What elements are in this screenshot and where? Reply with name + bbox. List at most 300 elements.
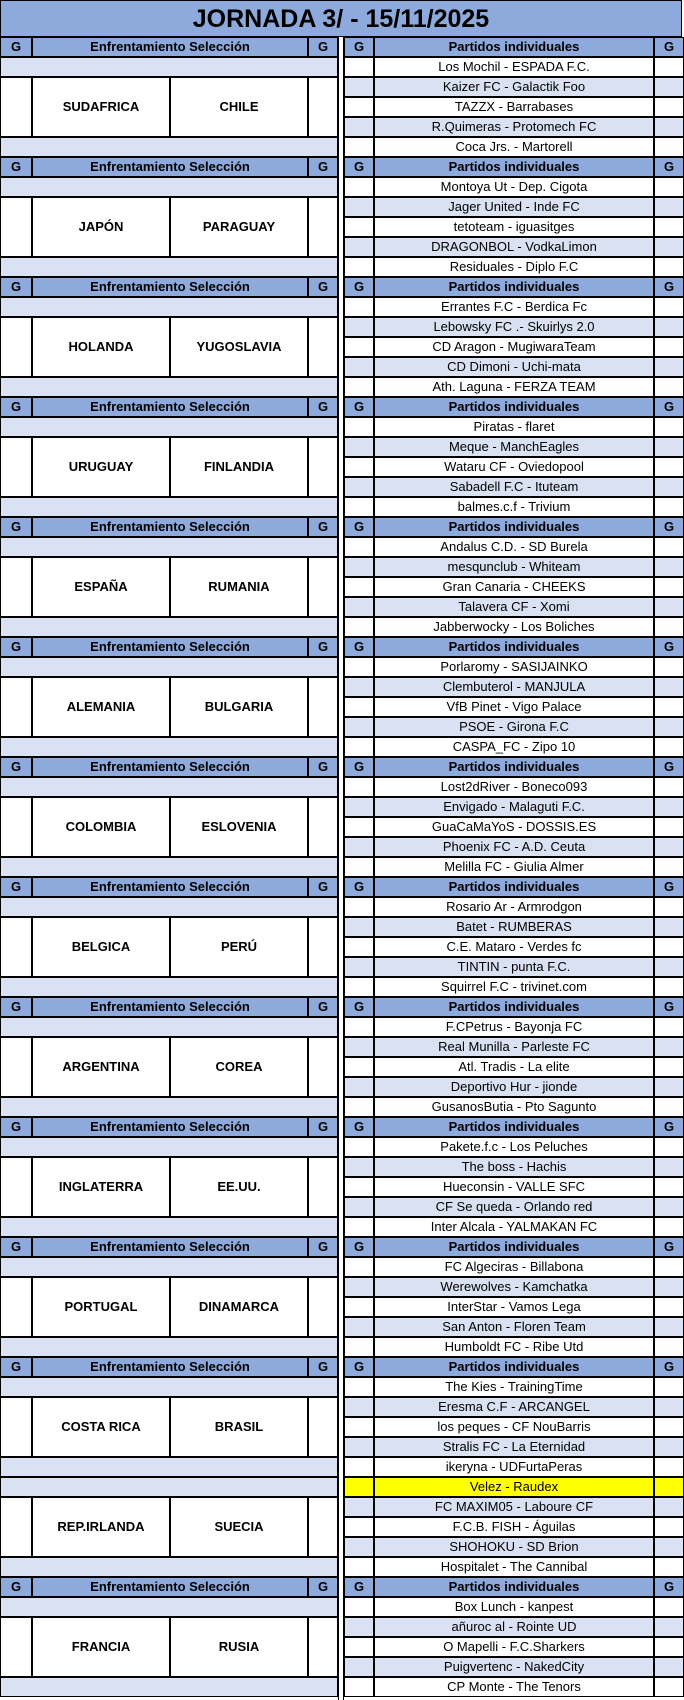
match-away-goals bbox=[654, 657, 684, 677]
away-goals-cell bbox=[308, 557, 338, 617]
match-away-goals bbox=[654, 1337, 684, 1357]
match-home-goals bbox=[344, 1497, 374, 1517]
match-row: Meque - ManchEagles bbox=[374, 437, 654, 457]
match-home-goals bbox=[344, 737, 374, 757]
match-away-goals bbox=[654, 377, 684, 397]
match-row: Talavera CF - Xomi bbox=[374, 597, 654, 617]
match-row: C.E. Mataro - Verdes fc bbox=[374, 937, 654, 957]
match-home-goals bbox=[344, 477, 374, 497]
goals-header: G bbox=[0, 1117, 32, 1137]
match-row: O Mapelli - F.C.Sharkers bbox=[374, 1637, 654, 1657]
goals-header: G bbox=[654, 1577, 684, 1597]
match-row: Velez - Raudex bbox=[374, 1477, 654, 1497]
match-home-goals bbox=[344, 1377, 374, 1397]
goals-header: G bbox=[308, 757, 338, 777]
away-team: BRASIL bbox=[170, 1397, 308, 1457]
match-home-goals bbox=[344, 457, 374, 477]
match-away-goals bbox=[654, 1177, 684, 1197]
match-away-goals bbox=[654, 1497, 684, 1517]
band-row bbox=[0, 1017, 338, 1037]
match-home-goals bbox=[344, 1557, 374, 1577]
band-row bbox=[0, 497, 338, 517]
individual-header: Partidos individuales bbox=[374, 517, 654, 537]
match-away-goals bbox=[654, 417, 684, 437]
band-row bbox=[0, 1337, 338, 1357]
home-goals-cell bbox=[0, 797, 32, 857]
match-home-goals bbox=[344, 1657, 374, 1677]
match-row: CD Aragon - MugiwaraTeam bbox=[374, 337, 654, 357]
away-team: RUSIA bbox=[170, 1617, 308, 1677]
match-row: balmes.c.f - Trivium bbox=[374, 497, 654, 517]
selection-header: Enfrentamiento Selección bbox=[32, 637, 308, 657]
match-away-goals bbox=[654, 1617, 684, 1637]
home-team: INGLATERRA bbox=[32, 1157, 170, 1217]
goals-header: G bbox=[0, 637, 32, 657]
match-home-goals bbox=[344, 1017, 374, 1037]
goals-header: G bbox=[0, 1577, 32, 1597]
match-home-goals bbox=[344, 1597, 374, 1617]
column-divider bbox=[338, 37, 344, 1700]
match-row: Stralis FC - La Eternidad bbox=[374, 1437, 654, 1457]
match-row: Phoenix FC - A.D. Ceuta bbox=[374, 837, 654, 857]
selection-header: Enfrentamiento Selección bbox=[32, 1357, 308, 1377]
match-row: Rosario Ar - Armrodgon bbox=[374, 897, 654, 917]
match-home-goals bbox=[344, 297, 374, 317]
goals-header: G bbox=[344, 757, 374, 777]
match-away-goals bbox=[654, 1557, 684, 1577]
match-home-goals bbox=[344, 357, 374, 377]
match-row: Real Munilla - Parleste FC bbox=[374, 1037, 654, 1057]
match-home-goals bbox=[344, 117, 374, 137]
away-team: BULGARIA bbox=[170, 677, 308, 737]
home-goals-cell bbox=[0, 1037, 32, 1097]
band-row bbox=[0, 417, 338, 437]
match-home-goals bbox=[344, 217, 374, 237]
match-row: Melilla FC - Giulia Almer bbox=[374, 857, 654, 877]
band-row bbox=[0, 777, 338, 797]
match-row: Werewolves - Kamchatka bbox=[374, 1277, 654, 1297]
home-goals-cell bbox=[0, 1397, 32, 1457]
match-row: SHOHOKU - SD Brion bbox=[374, 1537, 654, 1557]
match-home-goals bbox=[344, 437, 374, 457]
match-away-goals bbox=[654, 1457, 684, 1477]
match-home-goals bbox=[344, 1677, 374, 1697]
match-home-goals bbox=[344, 577, 374, 597]
goals-header: G bbox=[308, 1577, 338, 1597]
match-row: Ath. Laguna - FERZA TEAM bbox=[374, 377, 654, 397]
band-row bbox=[0, 177, 338, 197]
match-home-goals bbox=[344, 917, 374, 937]
match-row: Wataru CF - Oviedopool bbox=[374, 457, 654, 477]
match-row: Inter Alcala - YALMAKAN FC bbox=[374, 1217, 654, 1237]
match-home-goals bbox=[344, 337, 374, 357]
match-away-goals bbox=[654, 357, 684, 377]
band-row bbox=[0, 977, 338, 997]
band-row bbox=[0, 377, 338, 397]
match-away-goals bbox=[654, 617, 684, 637]
selection-header: Enfrentamiento Selección bbox=[32, 1117, 308, 1137]
match-home-goals bbox=[344, 317, 374, 337]
match-home-goals bbox=[344, 1337, 374, 1357]
away-goals-cell bbox=[308, 317, 338, 377]
band-row bbox=[0, 1677, 338, 1697]
match-home-goals bbox=[344, 1537, 374, 1557]
match-row: Envigado - Malaguti F.C. bbox=[374, 797, 654, 817]
match-row: Atl. Tradis - La elite bbox=[374, 1057, 654, 1077]
match-row: tetoteam - iguasitges bbox=[374, 217, 654, 237]
goals-header: G bbox=[344, 397, 374, 417]
band-row bbox=[0, 897, 338, 917]
match-home-goals bbox=[344, 777, 374, 797]
match-row: Sabadell F.C - Ituteam bbox=[374, 477, 654, 497]
match-away-goals bbox=[654, 177, 684, 197]
match-away-goals bbox=[654, 317, 684, 337]
away-goals-cell bbox=[308, 77, 338, 137]
individual-header: Partidos individuales bbox=[374, 37, 654, 57]
away-team: COREA bbox=[170, 1037, 308, 1097]
match-away-goals bbox=[654, 677, 684, 697]
individual-header: Partidos individuales bbox=[374, 1357, 654, 1377]
match-row: CP Monte - The Tenors bbox=[374, 1677, 654, 1697]
match-home-goals bbox=[344, 1057, 374, 1077]
goals-header: G bbox=[0, 277, 32, 297]
match-row: Pakete.f.c - Los Peluches bbox=[374, 1137, 654, 1157]
match-row: CASPA_FC - Zipo 10 bbox=[374, 737, 654, 757]
match-away-goals bbox=[654, 1217, 684, 1237]
match-away-goals bbox=[654, 1197, 684, 1217]
match-away-goals bbox=[654, 117, 684, 137]
page-title: JORNADA 3/ - 15/11/2025 bbox=[0, 0, 682, 37]
home-goals-cell bbox=[0, 1617, 32, 1677]
band-row bbox=[0, 1097, 338, 1117]
match-away-goals bbox=[654, 1417, 684, 1437]
match-home-goals bbox=[344, 417, 374, 437]
selection-header: Enfrentamiento Selección bbox=[32, 157, 308, 177]
goals-header: G bbox=[0, 877, 32, 897]
match-row: GuaCaMaYoS - DOSSIS.ES bbox=[374, 817, 654, 837]
selection-header: Enfrentamiento Selección bbox=[32, 1237, 308, 1257]
match-home-goals bbox=[344, 937, 374, 957]
selection-header: Enfrentamiento Selección bbox=[32, 877, 308, 897]
match-away-goals bbox=[654, 717, 684, 737]
goals-header: G bbox=[0, 157, 32, 177]
band-row bbox=[0, 737, 338, 757]
match-home-goals bbox=[344, 377, 374, 397]
match-away-goals bbox=[654, 297, 684, 317]
goals-header: G bbox=[654, 1117, 684, 1137]
match-away-goals bbox=[654, 197, 684, 217]
band-row bbox=[0, 57, 338, 77]
match-home-goals bbox=[344, 77, 374, 97]
home-team: ALEMANIA bbox=[32, 677, 170, 737]
match-away-goals bbox=[654, 457, 684, 477]
band-row bbox=[0, 657, 338, 677]
match-home-goals bbox=[344, 1037, 374, 1057]
individual-header: Partidos individuales bbox=[374, 1117, 654, 1137]
home-team: ESPAÑA bbox=[32, 557, 170, 617]
match-away-goals bbox=[654, 1157, 684, 1177]
match-row: CD Dimoni - Uchi-mata bbox=[374, 357, 654, 377]
match-row: Batet - RUMBERAS bbox=[374, 917, 654, 937]
match-away-goals bbox=[654, 1397, 684, 1417]
match-home-goals bbox=[344, 837, 374, 857]
match-home-goals bbox=[344, 817, 374, 837]
match-row: Hospitalet - The Cannibal bbox=[374, 1557, 654, 1577]
goals-header: G bbox=[654, 157, 684, 177]
match-home-goals bbox=[344, 177, 374, 197]
match-away-goals bbox=[654, 1037, 684, 1057]
match-home-goals bbox=[344, 57, 374, 77]
home-goals-cell bbox=[0, 437, 32, 497]
match-row: VfB Pinet - Vigo Palace bbox=[374, 697, 654, 717]
match-row: añuroc al - Rointe UD bbox=[374, 1617, 654, 1637]
match-row: Clembuterol - MANJULA bbox=[374, 677, 654, 697]
match-home-goals bbox=[344, 1277, 374, 1297]
match-row: Puigvertenc - NakedCity bbox=[374, 1657, 654, 1677]
band-row bbox=[0, 1137, 338, 1157]
home-team: COLOMBIA bbox=[32, 797, 170, 857]
home-goals-cell bbox=[0, 1277, 32, 1337]
home-goals-cell bbox=[0, 917, 32, 977]
selection-header: Enfrentamiento Selección bbox=[32, 997, 308, 1017]
match-away-goals bbox=[654, 777, 684, 797]
match-row: GusanosButia - Pto Sagunto bbox=[374, 1097, 654, 1117]
match-away-goals bbox=[654, 97, 684, 117]
away-team: RUMANIA bbox=[170, 557, 308, 617]
match-row: Squirrel F.C - trivinet.com bbox=[374, 977, 654, 997]
individual-header: Partidos individuales bbox=[374, 397, 654, 417]
match-away-goals bbox=[654, 217, 684, 237]
goals-header: G bbox=[344, 1357, 374, 1377]
home-goals-cell bbox=[0, 197, 32, 257]
individual-header: Partidos individuales bbox=[374, 1577, 654, 1597]
goals-header: G bbox=[344, 517, 374, 537]
goals-header: G bbox=[308, 997, 338, 1017]
goals-header: G bbox=[308, 1117, 338, 1137]
away-team: CHILE bbox=[170, 77, 308, 137]
match-home-goals bbox=[344, 1517, 374, 1537]
home-team: ARGENTINA bbox=[32, 1037, 170, 1097]
match-away-goals bbox=[654, 1437, 684, 1457]
goals-header: G bbox=[344, 1577, 374, 1597]
match-home-goals bbox=[344, 1077, 374, 1097]
match-row: mesqunclub - Whiteam bbox=[374, 557, 654, 577]
match-home-goals bbox=[344, 1097, 374, 1117]
match-away-goals bbox=[654, 1377, 684, 1397]
band-row bbox=[0, 1557, 338, 1577]
goals-header: G bbox=[308, 397, 338, 417]
match-row: Humboldt FC - Ribe Utd bbox=[374, 1337, 654, 1357]
match-away-goals bbox=[654, 1597, 684, 1617]
band-row bbox=[0, 297, 338, 317]
away-team: FINLANDIA bbox=[170, 437, 308, 497]
home-team: JAPÓN bbox=[32, 197, 170, 257]
goals-header: G bbox=[344, 277, 374, 297]
band-row bbox=[0, 137, 338, 157]
goals-header: G bbox=[308, 517, 338, 537]
goals-header: G bbox=[654, 517, 684, 537]
match-home-goals bbox=[344, 797, 374, 817]
match-home-goals bbox=[344, 1257, 374, 1277]
away-goals-cell bbox=[308, 1277, 338, 1337]
match-row: Gran Canaria - CHEEKS bbox=[374, 577, 654, 597]
match-away-goals bbox=[654, 1657, 684, 1677]
match-away-goals bbox=[654, 1517, 684, 1537]
match-home-goals bbox=[344, 497, 374, 517]
band-row bbox=[0, 1377, 338, 1397]
goals-header: G bbox=[654, 397, 684, 417]
band-row bbox=[0, 1457, 338, 1477]
match-row: R.Quimeras - Protomech FC bbox=[374, 117, 654, 137]
match-row: Los Mochil - ESPADA F.C. bbox=[374, 57, 654, 77]
match-away-goals bbox=[654, 1017, 684, 1037]
goals-header: G bbox=[0, 397, 32, 417]
match-home-goals bbox=[344, 1317, 374, 1337]
match-row: San Anton - Floren Team bbox=[374, 1317, 654, 1337]
match-home-goals bbox=[344, 897, 374, 917]
match-row: los peques - CF NouBarris bbox=[374, 1417, 654, 1437]
goals-header: G bbox=[308, 37, 338, 57]
match-away-goals bbox=[654, 1537, 684, 1557]
away-goals-cell bbox=[308, 1397, 338, 1457]
match-home-goals bbox=[344, 197, 374, 217]
goals-header: G bbox=[654, 877, 684, 897]
goals-header: G bbox=[344, 1237, 374, 1257]
individual-header: Partidos individuales bbox=[374, 277, 654, 297]
match-home-goals bbox=[344, 1397, 374, 1417]
away-team: SUECIA bbox=[170, 1497, 308, 1557]
away-team: PERÚ bbox=[170, 917, 308, 977]
goals-header: G bbox=[0, 517, 32, 537]
match-row: Deportivo Hur - jionde bbox=[374, 1077, 654, 1097]
match-home-goals bbox=[344, 237, 374, 257]
match-home-goals bbox=[344, 1417, 374, 1437]
match-away-goals bbox=[654, 137, 684, 157]
match-home-goals bbox=[344, 1437, 374, 1457]
home-goals-cell bbox=[0, 677, 32, 737]
match-away-goals bbox=[654, 737, 684, 757]
match-away-goals bbox=[654, 1137, 684, 1157]
match-home-goals bbox=[344, 677, 374, 697]
match-row: The boss - Hachis bbox=[374, 1157, 654, 1177]
match-home-goals bbox=[344, 1197, 374, 1217]
band-row bbox=[0, 1217, 338, 1237]
goals-header: G bbox=[308, 877, 338, 897]
match-home-goals bbox=[344, 597, 374, 617]
match-row: Jabberwocky - Los Boliches bbox=[374, 617, 654, 637]
match-row: Porlaromy - SASIJAINKO bbox=[374, 657, 654, 677]
away-team: ESLOVENIA bbox=[170, 797, 308, 857]
match-home-goals bbox=[344, 1297, 374, 1317]
away-goals-cell bbox=[308, 797, 338, 857]
selection-header: Enfrentamiento Selección bbox=[32, 37, 308, 57]
goals-header: G bbox=[654, 1357, 684, 1377]
band-row bbox=[0, 1257, 338, 1277]
match-row: Box Lunch - kanpest bbox=[374, 1597, 654, 1617]
away-goals-cell bbox=[308, 917, 338, 977]
match-home-goals bbox=[344, 1457, 374, 1477]
match-row: InterStar - Vamos Lega bbox=[374, 1297, 654, 1317]
goals-header: G bbox=[344, 877, 374, 897]
match-home-goals bbox=[344, 1177, 374, 1197]
home-goals-cell bbox=[0, 557, 32, 617]
home-team: BELGICA bbox=[32, 917, 170, 977]
match-row: Jager United - Inde FC bbox=[374, 197, 654, 217]
goals-header: G bbox=[344, 637, 374, 657]
match-row: TAZZX - Barrabases bbox=[374, 97, 654, 117]
match-away-goals bbox=[654, 337, 684, 357]
match-away-goals bbox=[654, 497, 684, 517]
band-row bbox=[0, 1477, 338, 1497]
home-team: FRANCIA bbox=[32, 1617, 170, 1677]
match-row: Coca Jrs. - Martorell bbox=[374, 137, 654, 157]
match-home-goals bbox=[344, 697, 374, 717]
match-row: PSOE - Girona F.C bbox=[374, 717, 654, 737]
match-row: Residuales - Diplo F.C bbox=[374, 257, 654, 277]
match-away-goals bbox=[654, 257, 684, 277]
band-row bbox=[0, 857, 338, 877]
away-goals-cell bbox=[308, 1157, 338, 1217]
goals-header: G bbox=[344, 997, 374, 1017]
match-away-goals bbox=[654, 57, 684, 77]
match-away-goals bbox=[654, 1257, 684, 1277]
match-away-goals bbox=[654, 237, 684, 257]
match-row: Kaizer FC - Galactik Foo bbox=[374, 77, 654, 97]
home-goals-cell bbox=[0, 77, 32, 137]
match-row: The Kies - TrainingTime bbox=[374, 1377, 654, 1397]
selection-header: Enfrentamiento Selección bbox=[32, 517, 308, 537]
match-row: Andalus C.D. - SD Burela bbox=[374, 537, 654, 557]
match-row: Piratas - flaret bbox=[374, 417, 654, 437]
band-row bbox=[0, 257, 338, 277]
match-away-goals bbox=[654, 1637, 684, 1657]
selection-header: Enfrentamiento Selección bbox=[32, 397, 308, 417]
match-away-goals bbox=[654, 1277, 684, 1297]
match-row: ikeryna - UDFurtaPeras bbox=[374, 1457, 654, 1477]
goals-header: G bbox=[308, 1357, 338, 1377]
away-goals-cell bbox=[308, 197, 338, 257]
goals-header: G bbox=[308, 1237, 338, 1257]
match-home-goals bbox=[344, 717, 374, 737]
match-home-goals bbox=[344, 657, 374, 677]
match-row: CF Se queda - Orlando red bbox=[374, 1197, 654, 1217]
individual-header: Partidos individuales bbox=[374, 637, 654, 657]
goals-header: G bbox=[0, 37, 32, 57]
goals-header: G bbox=[654, 757, 684, 777]
match-away-goals bbox=[654, 917, 684, 937]
match-away-goals bbox=[654, 1077, 684, 1097]
goals-header: G bbox=[0, 1357, 32, 1377]
match-row: Montoya Ut - Dep. Cigota bbox=[374, 177, 654, 197]
match-home-goals bbox=[344, 857, 374, 877]
match-home-goals bbox=[344, 977, 374, 997]
match-row: Errantes F.C - Berdica Fc bbox=[374, 297, 654, 317]
goals-header: G bbox=[654, 37, 684, 57]
goals-header: G bbox=[344, 157, 374, 177]
selection-header: Enfrentamiento Selección bbox=[32, 757, 308, 777]
match-away-goals bbox=[654, 797, 684, 817]
home-team: PORTUGAL bbox=[32, 1277, 170, 1337]
match-row: DRAGONBOL - VodkaLimon bbox=[374, 237, 654, 257]
match-away-goals bbox=[654, 1677, 684, 1697]
match-row: Hueconsin - VALLE SFC bbox=[374, 1177, 654, 1197]
match-home-goals bbox=[344, 1477, 374, 1497]
goals-header: G bbox=[0, 1237, 32, 1257]
match-row: F.C.B. FISH - Águilas bbox=[374, 1517, 654, 1537]
home-goals-cell bbox=[0, 1157, 32, 1217]
goals-header: G bbox=[344, 37, 374, 57]
home-team: SUDAFRICA bbox=[32, 77, 170, 137]
